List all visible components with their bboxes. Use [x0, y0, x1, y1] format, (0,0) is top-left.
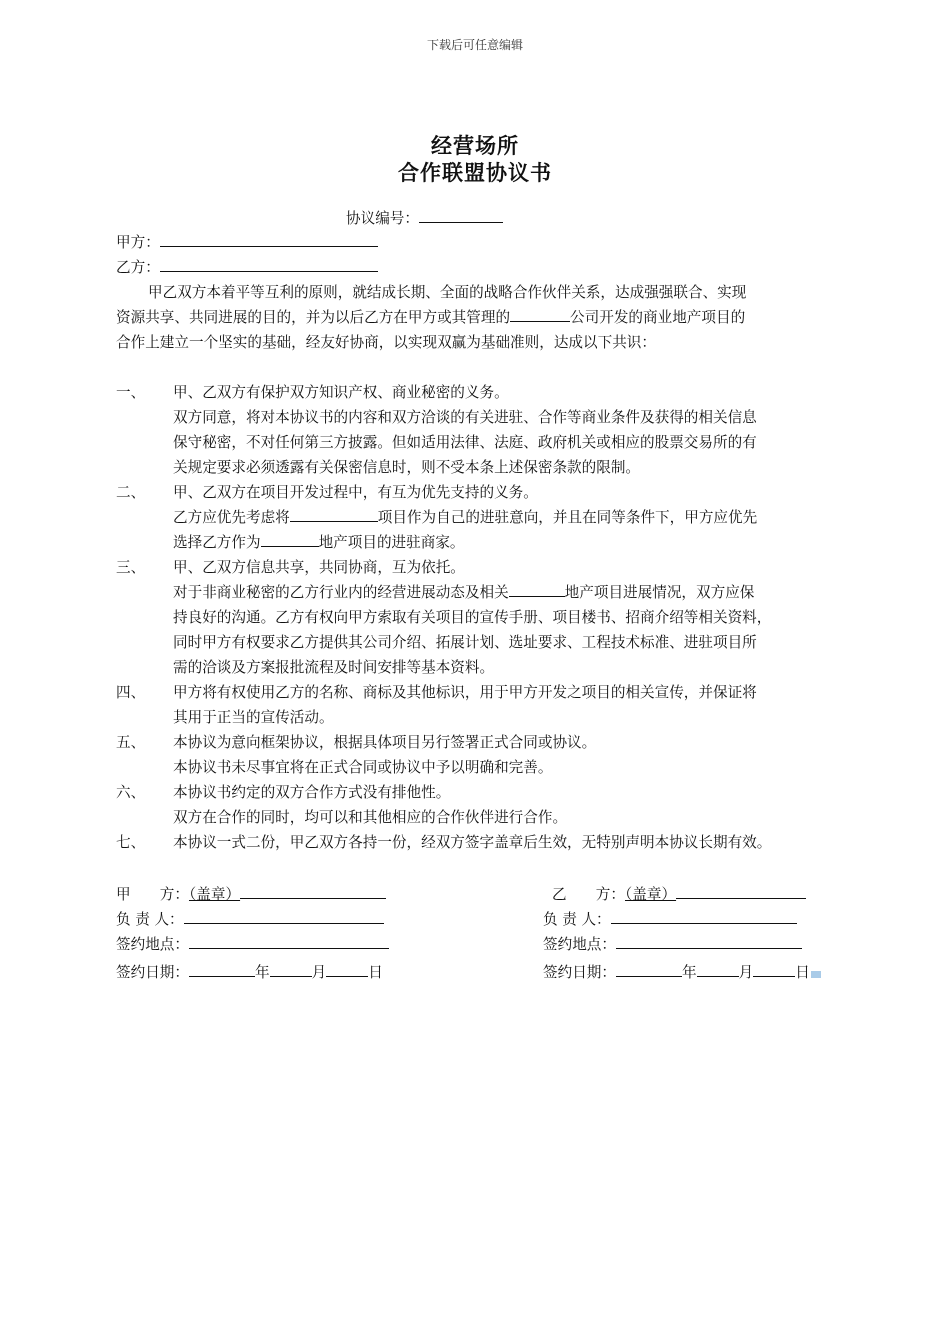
intro-line-3: 合作上建立一个坚实的基础，经友好协商，以实现双赢为基础准则，达成以下共识： [116, 334, 656, 351]
intro-line-2-text-a: 资源共享、共同进展的目的，并为以后乙方在甲方或其管理的 [116, 309, 511, 326]
clause-1-line-4: 关规定要求必须透露有关保密信息时，则不受本条上述保密条款的限制。 [173, 459, 641, 476]
party-b-year-blank[interactable] [616, 962, 682, 977]
clause-5-number: 五、 [116, 734, 146, 751]
header-note: 下载后可任意编辑 [426, 38, 523, 52]
party-b-place-blank[interactable] [616, 934, 802, 949]
clause-3-line-2-text-b: 地产项目进展情况，双方应保 [564, 584, 755, 601]
party-a-day-blank[interactable] [326, 962, 368, 977]
clause-3-line-2 [173, 580, 754, 605]
party-a-person-blank[interactable] [184, 909, 384, 924]
clause-2-line-3-text-a: 选择乙方作为 [173, 534, 261, 551]
clause-2-line-3-text-b: 地产项目的进驻商家。 [318, 534, 465, 551]
clause-2-line-3 [173, 530, 465, 555]
related-project-blank[interactable] [509, 582, 565, 597]
party-b-date-label: 签约日期： [543, 964, 616, 981]
company-blank[interactable] [510, 307, 570, 322]
party-b-sign-blank[interactable] [676, 884, 806, 899]
clause-3-line-1: 甲、乙双方信息共享，共同协商，互为依托。 [173, 559, 465, 576]
party-a-seal: （盖章） [188, 886, 241, 903]
clause-2-line-2-text-a: 乙方应优先考虑将 [173, 509, 290, 526]
clause-4-line-2: 其用于正当的宣传活动。 [173, 709, 334, 726]
clause-4-line-1: 甲方将有权使用乙方的名称、商标及其他标识，用于甲方开发之项目的相关宣传，并保证将 [173, 684, 757, 701]
clause-6-line-1: 本协议书约定的双方合作方式没有排他性。 [173, 784, 451, 801]
party-a-place-row [116, 933, 389, 954]
agreement-number-blank[interactable] [419, 208, 503, 223]
clause-3-line-5: 需的洽谈及方案报批流程及时间安排等基本资料。 [173, 659, 495, 676]
party-b-date-row [543, 961, 821, 982]
clause-2-number: 二、 [116, 484, 146, 501]
party-b-year-label: 年 [681, 964, 697, 981]
party-b-place-label: 签约地点： [543, 936, 616, 953]
party-b-seal: （盖章） [624, 886, 677, 903]
party-b-day-label: 日 [795, 964, 810, 981]
party-a-year-blank[interactable] [189, 962, 255, 977]
party-a-person-row [116, 908, 384, 929]
party-a-month-blank[interactable] [270, 962, 312, 977]
party-a-blank[interactable] [160, 232, 378, 247]
party-a-date-label: 签约日期： [116, 964, 189, 981]
party-b-month-blank[interactable] [697, 962, 739, 977]
party-b-person-label: 负 责 人： [543, 911, 611, 928]
agreement-number-label: 协议编号： [346, 210, 419, 227]
text-cursor-marker [811, 971, 821, 978]
party-a-place-label: 签约地点： [116, 936, 189, 953]
party-a-year-label: 年 [254, 964, 270, 981]
estate-project-blank[interactable] [261, 532, 319, 547]
party-a-month-label: 月 [311, 964, 327, 981]
party-b-blank[interactable] [160, 257, 378, 272]
clause-2-line-2 [173, 505, 757, 530]
party-b-sign-label: 乙 方： [552, 886, 625, 903]
clause-1-number: 一、 [116, 384, 146, 401]
party-b-label: 乙方： [116, 259, 160, 276]
party-b-month-label: 月 [738, 964, 754, 981]
party-b-row [116, 255, 378, 280]
party-a-place-blank[interactable] [189, 934, 389, 949]
party-a-signature-row [116, 883, 386, 904]
clause-6-number: 六、 [116, 784, 146, 801]
document-title-line1: 经营场所 [431, 133, 519, 158]
party-b-place-row [543, 933, 802, 954]
clause-2-line-2-text-b: 项目作为自己的进驻意向，并且在同等条件下，甲方应优先 [377, 509, 758, 526]
party-a-sign-label: 甲 方： [116, 886, 189, 903]
clause-3-line-2-text-a: 对于非商业秘密的乙方行业内的经营进展动态及相关 [173, 584, 509, 601]
clause-2-line-1: 甲、乙双方在项目开发过程中，有互为优先支持的义务。 [173, 484, 538, 501]
party-b-day-blank[interactable] [753, 962, 795, 977]
clause-5-line-2: 本协议书未尽事宜将在正式合同或协议中予以明确和完善。 [173, 759, 553, 776]
party-b-person-blank[interactable] [611, 909, 797, 924]
party-b-signature-row [552, 883, 806, 904]
clause-3-line-3: 持良好的沟通。乙方有权向甲方索取有关项目的宣传手册、项目楼书、招商介绍等相关资料， [173, 609, 772, 626]
clause-7-number: 七、 [116, 834, 146, 851]
party-a-label: 甲方： [116, 234, 160, 251]
clause-1-line-1: 甲、乙双方有保护双方知识产权、商业秘密的义务。 [173, 384, 509, 401]
party-a-person-label: 负 责 人： [116, 911, 184, 928]
project-blank[interactable] [290, 507, 378, 522]
clause-6-line-2: 双方在合作的同时，均可以和其他相应的合作伙伴进行合作。 [173, 809, 568, 826]
intro-line-2 [116, 305, 745, 330]
intro-line-1: 甲乙双方本着平等互利的原则，就结成长期、全面的战略合作伙伴关系，达成强强联合、实现 [148, 284, 747, 301]
clause-1-line-3: 保守秘密，不对任何第三方披露。但如适用法律、法庭、政府机关或相应的股票交易所的有 [173, 434, 757, 451]
party-a-day-label: 日 [368, 964, 383, 981]
document-title-line2: 合作联盟协议书 [398, 160, 552, 185]
intro-line-2-text-b: 公司开发的商业地产项目的 [570, 309, 746, 326]
party-a-sign-blank[interactable] [240, 884, 386, 899]
clause-3-line-4: 同时甲方有权要求乙方提供其公司介绍、拓展计划、选址要求、工程技术标准、进驻项目所 [173, 634, 757, 651]
clause-4-number: 四、 [116, 684, 146, 701]
clause-5-line-1: 本协议为意向框架协议，根据具体项目另行签署正式合同或协议。 [173, 734, 597, 751]
clause-3-number: 三、 [116, 559, 146, 576]
party-b-person-row [543, 908, 797, 929]
party-a-date-row [116, 961, 383, 982]
party-a-row [116, 230, 378, 255]
clause-1-line-2: 双方同意，将对本协议书的内容和双方洽谈的有关进驻、合作等商业条件及获得的相关信息 [173, 409, 757, 426]
clause-7-line-1: 本协议一式二份，甲乙双方各持一份，经双方签字盖章后生效，无特别声明本协议长期有效。 [173, 834, 772, 851]
agreement-number-row [346, 206, 503, 231]
